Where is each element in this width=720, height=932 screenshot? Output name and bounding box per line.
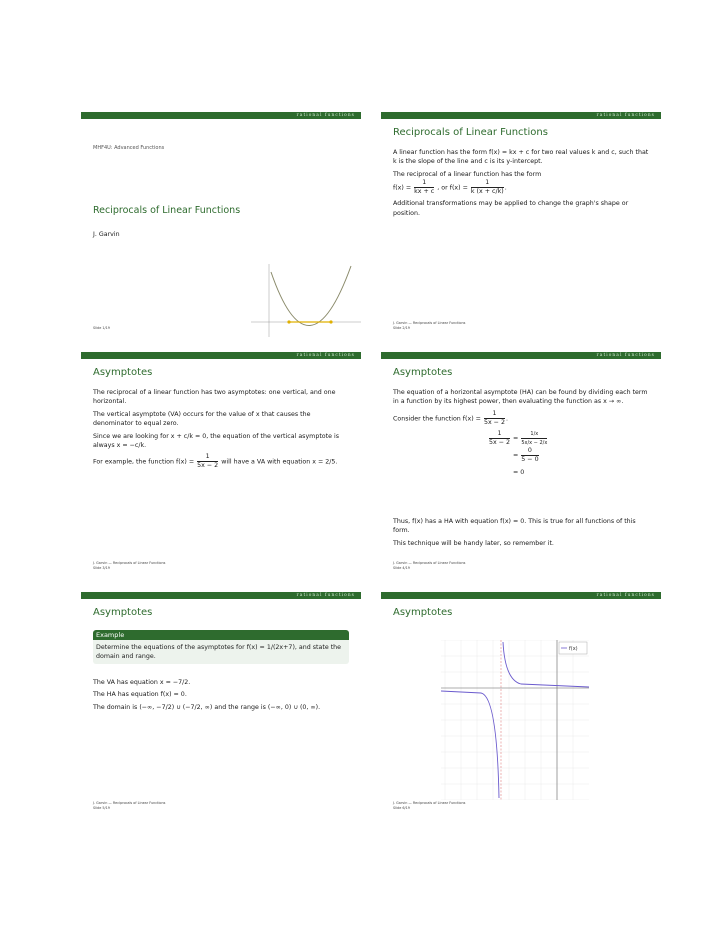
slide-body: The reciprocal of a linear function has two asymptotes: one vertical, and one horizontal. The vertical asymptote (VA) occurs for the value of x that causes the denominator to equal zero. Since we are looking for x + c/k = 0, the equation of the vertical asymptote is always x = −c/k. For example, the function f(x) = $\frac{1}{5x - 2}$ will have a VA with equation x = 2/5. xyxy=(93,389,340,470)
slide-footer: J. Garvin — Reciprocals of Linear Functions Slide 2/19 xyxy=(393,321,466,330)
example-heading: Example xyxy=(93,630,349,640)
slide-5: rational functions Asymptotes Example Determine the equations of the asymptotes for f(x) = 1/(2x+7), and state the domain and range. The VA has equation x = −7/2. The HA has equation f(x) = 0. The domain is (−∞, −7/2) ∪ (−7/2, ∞) and the range is (−∞, 0) ∪ (0, ∞). J. Garvin — Reciprocals of Linear Functions Slide 5/19 xyxy=(81,592,361,817)
slide-footer: J. Garvin — Reciprocals of Linear Functions Slide 6/19 xyxy=(393,801,466,810)
slide-1 xyxy=(81,112,361,337)
slide-footer: J. Garvin — Reciprocals of Linear Functions Slide 4/19 xyxy=(393,561,466,570)
slide-title: Reciprocals of Linear Functions xyxy=(393,127,548,138)
slide-title: Asymptotes xyxy=(393,367,453,378)
parabola-logo-graph xyxy=(251,264,361,337)
slide-header: rational functions xyxy=(381,112,661,119)
slide-header: rational functions xyxy=(381,352,661,359)
slide-header: rational functions xyxy=(381,592,661,599)
example-box xyxy=(93,630,349,664)
slide-number: Slide 1/19 xyxy=(93,326,110,330)
slide-header: rational functions xyxy=(81,592,361,599)
slide-3 xyxy=(81,352,361,577)
slide-title: Asymptotes xyxy=(93,607,153,618)
slide-header: rational functions xyxy=(81,112,361,119)
slide-6 xyxy=(381,592,661,817)
slide-title: Reciprocals of Linear Functions xyxy=(93,205,241,216)
slide-2 xyxy=(381,112,661,337)
slide-title: Asymptotes xyxy=(93,367,153,378)
slide-title: Asymptotes xyxy=(393,607,453,618)
course-name: MHF4U: Advanced Functions xyxy=(93,145,165,151)
derivation: $\frac{1}{5x - 2}$ = $\frac{1/x}{5x/x - 2/x}$ = $\frac{0}{5 - 0}$ = 0 xyxy=(489,430,548,476)
legend-label: f(x) xyxy=(569,646,578,652)
author: J. Garvin xyxy=(93,231,120,238)
example-body: Determine the equations of the asymptotes for f(x) = 1/(2x+7), and state the domain and range. xyxy=(93,640,349,664)
slide-footer: J. Garvin — Reciprocals of Linear Functions Slide 5/19 xyxy=(93,801,166,810)
slide-body: A linear function has the form f(x) = kx + c for two real values k and c, such that k is the slope of the line and c is its y-intercept. The reciprocal of a linear function has the form f(x) = $\frac{1}{kx + c}$ , or f(x) = $\frac{1}{k (x + c/k)}$ . Additional transformations may be applied to change the graph's shape or position. xyxy=(393,149,649,217)
slide-4: rational functions Asymptotes The equation of a horizontal asymptote (HA) can be found by dividing each term in a function by its highest power, then evaluating the function as x → ∞. Consider the function f(x) = $\frac{1}{5x - 2}$ . $\frac{1}{5x - 2}$ = $\frac{1/x}{5x/x - 2/x}$ = $\frac{0}{5 - 0}$ = 0 Thus, f(x) has a HA with equation f(x) = 0. This is true for all functions of this form. This technique will be handy later, so remember it. J. Garvin — Reciprocals of Linear Functions Slide 4/19 xyxy=(381,352,661,577)
reciprocal-function-graph xyxy=(441,640,589,800)
slide-header: rational functions xyxy=(81,352,361,359)
slide-footer: J. Garvin — Reciprocals of Linear Functions Slide 3/19 xyxy=(93,561,166,570)
slide-body: The equation of a horizontal asymptote (HA) can be found by dividing each term in a function by its highest power, then evaluating the function as x → ∞. Consider the function f(x) = $\frac{1}{5x - 2}$ . xyxy=(393,389,648,426)
